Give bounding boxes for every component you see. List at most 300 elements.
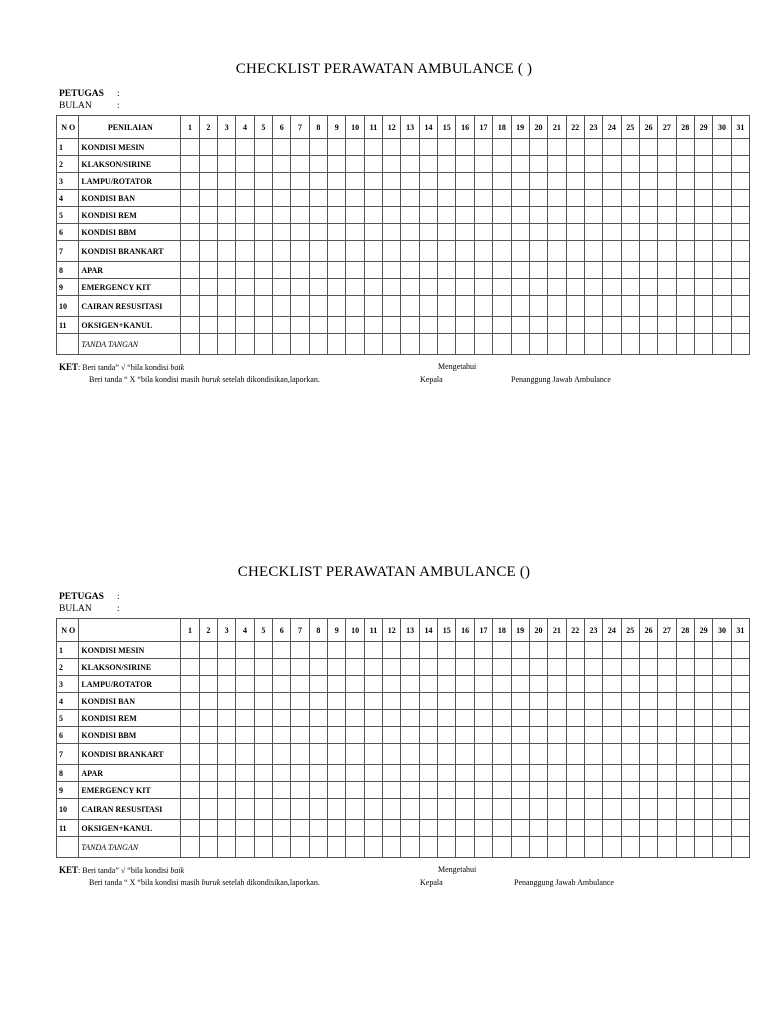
check-cell[interactable] [639, 744, 657, 765]
check-cell[interactable] [364, 676, 382, 693]
check-cell[interactable] [694, 820, 712, 837]
check-cell[interactable] [218, 190, 236, 207]
check-cell[interactable] [658, 727, 676, 744]
check-cell[interactable] [438, 279, 456, 296]
check-cell[interactable] [511, 799, 529, 820]
check-cell[interactable] [199, 744, 217, 765]
signature-cell[interactable] [529, 837, 547, 858]
check-cell[interactable] [254, 782, 272, 799]
check-cell[interactable] [474, 224, 492, 241]
check-cell[interactable] [621, 727, 639, 744]
check-cell[interactable] [419, 710, 437, 727]
check-cell[interactable] [291, 296, 309, 317]
check-cell[interactable] [401, 296, 419, 317]
check-cell[interactable] [199, 693, 217, 710]
check-cell[interactable] [676, 190, 694, 207]
check-cell[interactable] [493, 296, 511, 317]
check-cell[interactable] [236, 241, 254, 262]
check-cell[interactable] [218, 676, 236, 693]
check-cell[interactable] [511, 710, 529, 727]
check-cell[interactable] [676, 279, 694, 296]
check-cell[interactable] [731, 296, 749, 317]
check-cell[interactable] [603, 173, 621, 190]
check-cell[interactable] [309, 224, 327, 241]
check-cell[interactable] [309, 296, 327, 317]
check-cell[interactable] [199, 659, 217, 676]
check-cell[interactable] [511, 659, 529, 676]
check-cell[interactable] [639, 659, 657, 676]
check-cell[interactable] [364, 296, 382, 317]
check-cell[interactable] [658, 296, 676, 317]
check-cell[interactable] [346, 820, 364, 837]
check-cell[interactable] [291, 241, 309, 262]
check-cell[interactable] [309, 820, 327, 837]
check-cell[interactable] [694, 156, 712, 173]
check-cell[interactable] [493, 744, 511, 765]
check-cell[interactable] [603, 156, 621, 173]
signature-cell[interactable] [566, 837, 584, 858]
check-cell[interactable] [493, 224, 511, 241]
check-cell[interactable] [694, 659, 712, 676]
check-cell[interactable] [511, 139, 529, 156]
check-cell[interactable] [181, 241, 199, 262]
check-cell[interactable] [511, 676, 529, 693]
check-cell[interactable] [181, 156, 199, 173]
check-cell[interactable] [621, 296, 639, 317]
signature-cell[interactable] [401, 334, 419, 355]
check-cell[interactable] [401, 693, 419, 710]
check-cell[interactable] [511, 241, 529, 262]
check-cell[interactable] [511, 173, 529, 190]
check-cell[interactable] [658, 799, 676, 820]
check-cell[interactable] [731, 190, 749, 207]
check-cell[interactable] [328, 207, 346, 224]
check-cell[interactable] [346, 317, 364, 334]
check-cell[interactable] [676, 820, 694, 837]
signature-cell[interactable] [694, 334, 712, 355]
check-cell[interactable] [438, 727, 456, 744]
check-cell[interactable] [603, 262, 621, 279]
check-cell[interactable] [603, 207, 621, 224]
check-cell[interactable] [713, 765, 731, 782]
signature-cell[interactable] [621, 837, 639, 858]
check-cell[interactable] [529, 642, 547, 659]
check-cell[interactable] [401, 710, 419, 727]
check-cell[interactable] [401, 799, 419, 820]
check-cell[interactable] [456, 279, 474, 296]
check-cell[interactable] [181, 820, 199, 837]
check-cell[interactable] [401, 317, 419, 334]
check-cell[interactable] [621, 744, 639, 765]
check-cell[interactable] [529, 799, 547, 820]
check-cell[interactable] [694, 207, 712, 224]
check-cell[interactable] [383, 317, 401, 334]
check-cell[interactable] [438, 693, 456, 710]
check-cell[interactable] [309, 156, 327, 173]
check-cell[interactable] [731, 765, 749, 782]
check-cell[interactable] [181, 676, 199, 693]
check-cell[interactable] [438, 190, 456, 207]
check-cell[interactable] [474, 782, 492, 799]
check-cell[interactable] [364, 190, 382, 207]
check-cell[interactable] [309, 659, 327, 676]
check-cell[interactable] [346, 799, 364, 820]
check-cell[interactable] [658, 642, 676, 659]
check-cell[interactable] [254, 156, 272, 173]
check-cell[interactable] [474, 659, 492, 676]
check-cell[interactable] [566, 710, 584, 727]
check-cell[interactable] [713, 279, 731, 296]
check-cell[interactable] [291, 659, 309, 676]
check-cell[interactable] [584, 782, 602, 799]
check-cell[interactable] [438, 139, 456, 156]
check-cell[interactable] [218, 207, 236, 224]
check-cell[interactable] [364, 820, 382, 837]
check-cell[interactable] [639, 693, 657, 710]
check-cell[interactable] [383, 262, 401, 279]
check-cell[interactable] [309, 676, 327, 693]
check-cell[interactable] [181, 659, 199, 676]
check-cell[interactable] [548, 173, 566, 190]
check-cell[interactable] [181, 799, 199, 820]
check-cell[interactable] [328, 262, 346, 279]
check-cell[interactable] [584, 744, 602, 765]
check-cell[interactable] [456, 765, 474, 782]
check-cell[interactable] [328, 765, 346, 782]
check-cell[interactable] [474, 676, 492, 693]
check-cell[interactable] [438, 207, 456, 224]
check-cell[interactable] [694, 262, 712, 279]
check-cell[interactable] [474, 820, 492, 837]
check-cell[interactable] [236, 317, 254, 334]
check-cell[interactable] [438, 224, 456, 241]
signature-cell[interactable] [291, 334, 309, 355]
signature-cell[interactable] [493, 334, 511, 355]
check-cell[interactable] [511, 727, 529, 744]
signature-cell[interactable] [713, 837, 731, 858]
check-cell[interactable] [456, 156, 474, 173]
check-cell[interactable] [383, 782, 401, 799]
check-cell[interactable] [346, 659, 364, 676]
check-cell[interactable] [383, 207, 401, 224]
check-cell[interactable] [731, 156, 749, 173]
check-cell[interactable] [309, 173, 327, 190]
check-cell[interactable] [676, 765, 694, 782]
check-cell[interactable] [438, 317, 456, 334]
check-cell[interactable] [218, 296, 236, 317]
check-cell[interactable] [181, 744, 199, 765]
check-cell[interactable] [419, 799, 437, 820]
check-cell[interactable] [639, 139, 657, 156]
check-cell[interactable] [603, 241, 621, 262]
check-cell[interactable] [529, 296, 547, 317]
check-cell[interactable] [181, 765, 199, 782]
check-cell[interactable] [254, 190, 272, 207]
check-cell[interactable] [694, 642, 712, 659]
check-cell[interactable] [676, 659, 694, 676]
check-cell[interactable] [511, 279, 529, 296]
check-cell[interactable] [493, 782, 511, 799]
check-cell[interactable] [511, 782, 529, 799]
check-cell[interactable] [291, 676, 309, 693]
check-cell[interactable] [236, 676, 254, 693]
check-cell[interactable] [493, 190, 511, 207]
check-cell[interactable] [254, 317, 272, 334]
check-cell[interactable] [181, 727, 199, 744]
check-cell[interactable] [346, 241, 364, 262]
check-cell[interactable] [346, 710, 364, 727]
check-cell[interactable] [456, 744, 474, 765]
check-cell[interactable] [383, 279, 401, 296]
check-cell[interactable] [254, 296, 272, 317]
signature-cell[interactable] [328, 334, 346, 355]
check-cell[interactable] [603, 693, 621, 710]
signature-cell[interactable] [419, 837, 437, 858]
check-cell[interactable] [639, 262, 657, 279]
signature-cell[interactable] [273, 837, 291, 858]
signature-cell[interactable] [364, 334, 382, 355]
check-cell[interactable] [401, 820, 419, 837]
check-cell[interactable] [199, 190, 217, 207]
check-cell[interactable] [603, 139, 621, 156]
check-cell[interactable] [236, 173, 254, 190]
check-cell[interactable] [584, 224, 602, 241]
check-cell[interactable] [291, 799, 309, 820]
check-cell[interactable] [529, 693, 547, 710]
check-cell[interactable] [419, 296, 437, 317]
check-cell[interactable] [364, 262, 382, 279]
check-cell[interactable] [621, 190, 639, 207]
check-cell[interactable] [364, 173, 382, 190]
check-cell[interactable] [566, 642, 584, 659]
check-cell[interactable] [236, 693, 254, 710]
check-cell[interactable] [236, 727, 254, 744]
check-cell[interactable] [383, 820, 401, 837]
check-cell[interactable] [383, 693, 401, 710]
check-cell[interactable] [346, 224, 364, 241]
check-cell[interactable] [603, 727, 621, 744]
check-cell[interactable] [731, 799, 749, 820]
signature-cell[interactable] [731, 334, 749, 355]
check-cell[interactable] [694, 782, 712, 799]
check-cell[interactable] [548, 317, 566, 334]
signature-cell[interactable] [584, 334, 602, 355]
check-cell[interactable] [291, 727, 309, 744]
check-cell[interactable] [639, 241, 657, 262]
check-cell[interactable] [676, 262, 694, 279]
check-cell[interactable] [548, 659, 566, 676]
check-cell[interactable] [383, 642, 401, 659]
check-cell[interactable] [291, 765, 309, 782]
check-cell[interactable] [548, 156, 566, 173]
check-cell[interactable] [419, 173, 437, 190]
check-cell[interactable] [218, 820, 236, 837]
check-cell[interactable] [199, 710, 217, 727]
check-cell[interactable] [603, 224, 621, 241]
check-cell[interactable] [566, 139, 584, 156]
check-cell[interactable] [383, 727, 401, 744]
signature-cell[interactable] [383, 837, 401, 858]
check-cell[interactable] [438, 173, 456, 190]
check-cell[interactable] [511, 190, 529, 207]
check-cell[interactable] [218, 173, 236, 190]
check-cell[interactable] [199, 820, 217, 837]
check-cell[interactable] [364, 799, 382, 820]
check-cell[interactable] [621, 207, 639, 224]
check-cell[interactable] [584, 317, 602, 334]
check-cell[interactable] [254, 820, 272, 837]
check-cell[interactable] [658, 765, 676, 782]
check-cell[interactable] [548, 224, 566, 241]
signature-cell[interactable] [254, 334, 272, 355]
check-cell[interactable] [438, 642, 456, 659]
check-cell[interactable] [291, 224, 309, 241]
check-cell[interactable] [328, 782, 346, 799]
check-cell[interactable] [694, 744, 712, 765]
check-cell[interactable] [346, 173, 364, 190]
check-cell[interactable] [474, 296, 492, 317]
check-cell[interactable] [401, 727, 419, 744]
check-cell[interactable] [694, 296, 712, 317]
check-cell[interactable] [364, 744, 382, 765]
check-cell[interactable] [291, 782, 309, 799]
check-cell[interactable] [694, 799, 712, 820]
check-cell[interactable] [383, 173, 401, 190]
check-cell[interactable] [181, 317, 199, 334]
signature-cell[interactable] [548, 334, 566, 355]
check-cell[interactable] [529, 820, 547, 837]
check-cell[interactable] [529, 782, 547, 799]
check-cell[interactable] [658, 676, 676, 693]
check-cell[interactable] [548, 782, 566, 799]
check-cell[interactable] [438, 156, 456, 173]
check-cell[interactable] [603, 279, 621, 296]
check-cell[interactable] [254, 727, 272, 744]
check-cell[interactable] [584, 765, 602, 782]
check-cell[interactable] [639, 676, 657, 693]
check-cell[interactable] [273, 279, 291, 296]
check-cell[interactable] [419, 765, 437, 782]
check-cell[interactable] [328, 224, 346, 241]
check-cell[interactable] [548, 676, 566, 693]
check-cell[interactable] [273, 659, 291, 676]
check-cell[interactable] [474, 173, 492, 190]
check-cell[interactable] [566, 799, 584, 820]
check-cell[interactable] [658, 693, 676, 710]
check-cell[interactable] [474, 799, 492, 820]
check-cell[interactable] [474, 642, 492, 659]
check-cell[interactable] [493, 642, 511, 659]
check-cell[interactable] [236, 782, 254, 799]
check-cell[interactable] [548, 241, 566, 262]
check-cell[interactable] [658, 782, 676, 799]
check-cell[interactable] [456, 820, 474, 837]
signature-cell[interactable] [346, 837, 364, 858]
check-cell[interactable] [199, 642, 217, 659]
check-cell[interactable] [731, 820, 749, 837]
check-cell[interactable] [639, 710, 657, 727]
check-cell[interactable] [456, 224, 474, 241]
check-cell[interactable] [383, 765, 401, 782]
check-cell[interactable] [731, 693, 749, 710]
check-cell[interactable] [273, 241, 291, 262]
check-cell[interactable] [566, 224, 584, 241]
check-cell[interactable] [694, 224, 712, 241]
check-cell[interactable] [438, 296, 456, 317]
check-cell[interactable] [254, 224, 272, 241]
signature-cell[interactable] [291, 837, 309, 858]
check-cell[interactable] [584, 173, 602, 190]
check-cell[interactable] [713, 207, 731, 224]
check-cell[interactable] [236, 156, 254, 173]
check-cell[interactable] [254, 676, 272, 693]
check-cell[interactable] [676, 207, 694, 224]
check-cell[interactable] [328, 659, 346, 676]
check-cell[interactable] [401, 139, 419, 156]
check-cell[interactable] [218, 642, 236, 659]
check-cell[interactable] [273, 744, 291, 765]
check-cell[interactable] [548, 765, 566, 782]
check-cell[interactable] [309, 782, 327, 799]
check-cell[interactable] [346, 642, 364, 659]
check-cell[interactable] [364, 139, 382, 156]
check-cell[interactable] [566, 317, 584, 334]
check-cell[interactable] [328, 820, 346, 837]
check-cell[interactable] [584, 693, 602, 710]
check-cell[interactable] [566, 727, 584, 744]
check-cell[interactable] [309, 139, 327, 156]
check-cell[interactable] [291, 139, 309, 156]
check-cell[interactable] [694, 173, 712, 190]
check-cell[interactable] [401, 659, 419, 676]
check-cell[interactable] [419, 156, 437, 173]
check-cell[interactable] [328, 744, 346, 765]
check-cell[interactable] [548, 262, 566, 279]
check-cell[interactable] [181, 139, 199, 156]
check-cell[interactable] [273, 296, 291, 317]
check-cell[interactable] [456, 676, 474, 693]
check-cell[interactable] [584, 207, 602, 224]
signature-cell[interactable] [236, 837, 254, 858]
check-cell[interactable] [529, 173, 547, 190]
check-cell[interactable] [639, 317, 657, 334]
check-cell[interactable] [364, 241, 382, 262]
check-cell[interactable] [309, 190, 327, 207]
check-cell[interactable] [511, 693, 529, 710]
check-cell[interactable] [731, 207, 749, 224]
check-cell[interactable] [456, 296, 474, 317]
check-cell[interactable] [291, 317, 309, 334]
check-cell[interactable] [218, 156, 236, 173]
signature-cell[interactable] [328, 837, 346, 858]
check-cell[interactable] [199, 241, 217, 262]
check-cell[interactable] [456, 693, 474, 710]
check-cell[interactable] [236, 659, 254, 676]
check-cell[interactable] [273, 710, 291, 727]
check-cell[interactable] [548, 710, 566, 727]
check-cell[interactable] [529, 262, 547, 279]
check-cell[interactable] [401, 676, 419, 693]
check-cell[interactable] [493, 710, 511, 727]
check-cell[interactable] [456, 782, 474, 799]
check-cell[interactable] [419, 782, 437, 799]
check-cell[interactable] [456, 173, 474, 190]
check-cell[interactable] [273, 820, 291, 837]
check-cell[interactable] [438, 262, 456, 279]
check-cell[interactable] [584, 642, 602, 659]
check-cell[interactable] [236, 765, 254, 782]
check-cell[interactable] [676, 156, 694, 173]
